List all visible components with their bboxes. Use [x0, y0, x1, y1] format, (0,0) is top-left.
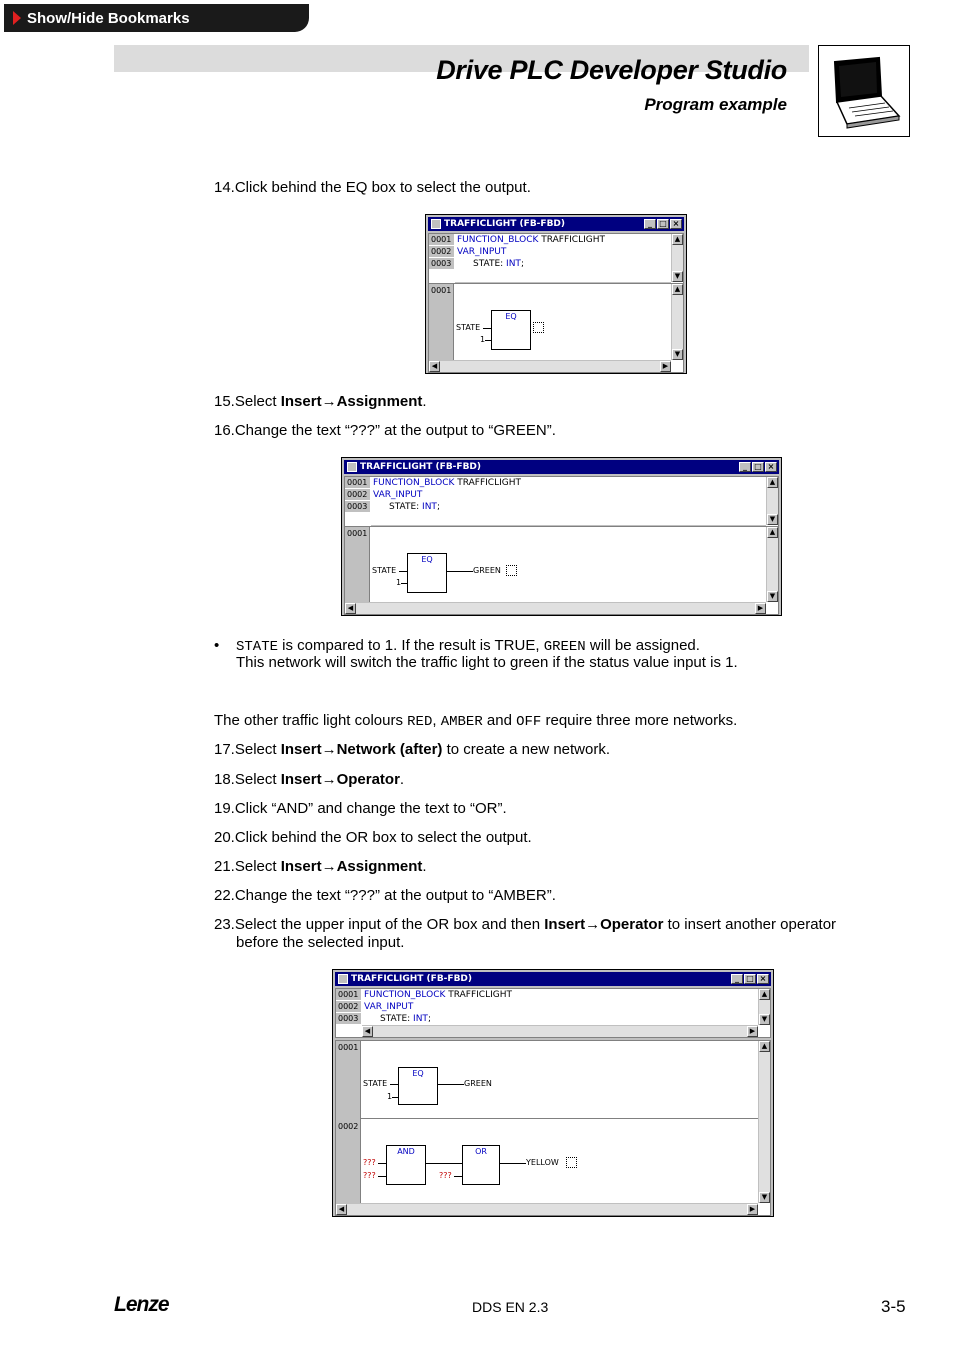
scroll-up-icon[interactable]: ▲ — [759, 989, 770, 1000]
scroll-up-icon[interactable]: ▲ — [672, 234, 683, 245]
network-number: 0001 — [338, 1043, 359, 1052]
code-keyword: VAR_INPUT — [373, 490, 423, 500]
scroll-right-icon[interactable]: ▶ — [660, 361, 671, 372]
step-22: 22.Change the text “???” at the output to “AMBER”. — [214, 887, 556, 904]
input-state[interactable]: STATE — [372, 566, 397, 575]
minimize-button[interactable]: _ — [739, 462, 751, 472]
triangle-right-icon — [13, 11, 21, 25]
fbd-window-1 — [425, 214, 687, 374]
code-keyword: VAR_INPUT — [364, 1002, 414, 1012]
maximize-button[interactable]: □ — [657, 219, 669, 229]
doc-id: DDS EN 2.3 — [472, 1299, 549, 1315]
or-box[interactable]: OR — [462, 1145, 500, 1185]
close-button[interactable]: × — [765, 462, 777, 472]
eq-box[interactable]: EQ — [407, 553, 447, 593]
minimize-button[interactable]: _ — [731, 974, 743, 984]
code-keyword: INT — [506, 259, 521, 269]
vertical-scrollbar[interactable] — [758, 989, 770, 1025]
output-green[interactable]: GREEN — [473, 566, 501, 575]
scroll-left-icon[interactable]: ◀ — [345, 603, 356, 614]
input-one[interactable]: 1 — [387, 1092, 393, 1101]
lenze-logo: Lenze — [114, 1293, 169, 1316]
vertical-scrollbar[interactable] — [671, 284, 683, 360]
scroll-down-icon[interactable]: ▼ — [759, 1192, 770, 1203]
code-text: TRAFFICLIGHT — [454, 478, 521, 488]
code-text: TRAFFICLIGHT — [538, 235, 605, 245]
input-one[interactable]: 1 — [480, 335, 486, 344]
scroll-down-icon[interactable]: ▼ — [767, 514, 778, 525]
code-keyword: FUNCTION_BLOCK — [373, 478, 455, 488]
line-number: 0003 — [336, 1013, 361, 1025]
window-title: TRAFFICLIGHT (FB-FBD) — [351, 974, 473, 984]
code-keyword: FUNCTION_BLOCK — [364, 990, 446, 1000]
scroll-left-icon[interactable]: ◀ — [429, 361, 440, 372]
scroll-up-icon[interactable]: ▲ — [672, 284, 683, 295]
step-14: 14.Click behind the EQ box to select the output. — [214, 179, 531, 196]
show-hide-bookmarks-button[interactable] — [4, 4, 309, 32]
line-number: 0002 — [336, 1001, 361, 1013]
network-number: 0001 — [347, 529, 368, 538]
line-number: 0001 — [345, 477, 370, 489]
maximize-button[interactable]: □ — [752, 462, 764, 472]
scroll-right-icon[interactable]: ▶ — [755, 603, 766, 614]
window-title: TRAFFICLIGHT (FB-FBD) — [360, 462, 482, 472]
page-title: Drive PLC Developer Studio — [436, 55, 787, 85]
bookmarks-label: Show/Hide Bookmarks — [27, 9, 190, 27]
paragraph-colours: The other traffic light colours RED, AMBER and OFF require three more networks. — [214, 712, 738, 730]
step-21: 21.Select Insert→Assignment. — [214, 858, 427, 875]
window-title-bar[interactable] — [335, 972, 771, 986]
laptop-icon — [818, 45, 910, 137]
horizontal-scrollbar[interactable] — [336, 1203, 758, 1215]
window-title-bar[interactable] — [344, 460, 779, 474]
page-number: 3-5 — [881, 1297, 906, 1316]
line-number: 0001 — [429, 234, 454, 246]
input-placeholder[interactable]: ??? — [363, 1158, 376, 1167]
input-placeholder[interactable]: ??? — [439, 1171, 452, 1180]
app-icon — [347, 462, 357, 472]
bullet-line-2: This network will switch the traffic light to green if the status value input is 1. — [236, 654, 738, 671]
scroll-left-icon[interactable]: ◀ — [336, 1204, 347, 1215]
and-box[interactable]: AND — [386, 1145, 426, 1185]
vertical-scrollbar[interactable] — [766, 527, 778, 602]
scroll-down-icon[interactable]: ▼ — [759, 1014, 770, 1025]
window-title-bar[interactable] — [428, 217, 684, 231]
code-text: ; — [436, 502, 440, 512]
step-19: 19.Click “AND” and change the text to “OR”. — [214, 800, 507, 817]
scroll-up-icon[interactable]: ▲ — [767, 527, 778, 538]
scroll-down-icon[interactable]: ▼ — [672, 271, 683, 282]
code-keyword: INT — [413, 1014, 428, 1024]
page-subtitle: Program example — [644, 95, 787, 114]
code-text: TRAFFICLIGHT — [445, 990, 512, 1000]
line-number: 0003 — [345, 501, 370, 513]
code-text: STATE: — [473, 259, 507, 269]
step-15: 15.Select Insert→Assignment. — [214, 393, 427, 410]
code-text: ; — [427, 1014, 431, 1024]
scroll-right-icon[interactable]: ▶ — [747, 1026, 758, 1037]
output-green[interactable]: GREEN — [464, 1079, 492, 1088]
code-keyword: INT — [422, 502, 437, 512]
declaration-pane[interactable] — [335, 988, 771, 1038]
output-placeholder[interactable] — [566, 1157, 577, 1168]
scroll-up-icon[interactable]: ▲ — [759, 1041, 770, 1052]
eq-box[interactable]: EQ — [491, 310, 531, 350]
horizontal-scrollbar[interactable] — [362, 1025, 758, 1037]
line-number: 0001 — [336, 989, 361, 1001]
maximize-button[interactable]: □ — [744, 974, 756, 984]
fbd-window-2 — [341, 457, 782, 616]
vertical-scrollbar[interactable] — [671, 234, 683, 282]
window-title: TRAFFICLIGHT (FB-FBD) — [444, 219, 566, 229]
app-icon — [338, 974, 348, 984]
vertical-scrollbar[interactable] — [758, 1041, 770, 1203]
fbd-pane[interactable] — [344, 526, 779, 615]
code-keyword: FUNCTION_BLOCK — [457, 235, 539, 245]
input-placeholder[interactable]: ??? — [363, 1171, 376, 1180]
code-text: STATE: — [380, 1014, 414, 1024]
fbd-window-3 — [332, 969, 774, 1217]
code-text: STATE: — [389, 502, 423, 512]
scroll-down-icon[interactable]: ▼ — [767, 591, 778, 602]
eq-box[interactable]: EQ — [398, 1067, 438, 1105]
bullet-dot: • — [214, 637, 220, 654]
line-number: 0003 — [429, 258, 454, 270]
step-17: 17.Select Insert→Network (after) to create a new network. — [214, 741, 611, 758]
minimize-button[interactable]: _ — [644, 219, 656, 229]
line-number: 0002 — [429, 246, 454, 258]
output-placeholder[interactable] — [506, 565, 517, 576]
horizontal-scrollbar[interactable] — [429, 360, 671, 372]
horizontal-scrollbar[interactable] — [345, 602, 766, 614]
fbd-pane[interactable] — [335, 1040, 771, 1216]
input-state[interactable]: STATE — [363, 1079, 388, 1088]
step-23: 23.Select the upper input of the OR box and then Insert→Operator to insert another operator — [214, 916, 837, 933]
close-button[interactable]: × — [757, 974, 769, 984]
network-number: 0001 — [431, 286, 452, 295]
step-16: 16.Change the text “???” at the output to “GREEN”. — [214, 422, 556, 439]
scroll-right-icon[interactable]: ▶ — [747, 1204, 758, 1215]
step-23-cont: before the selected input. — [236, 934, 405, 951]
fbd-pane[interactable] — [428, 283, 684, 373]
code-keyword: VAR_INPUT — [457, 247, 507, 257]
input-one[interactable]: 1 — [396, 578, 402, 587]
bullet-line-1: STATE is compared to 1. If the result is TRUE, GREEN will be assigned. — [236, 637, 700, 655]
scroll-down-icon[interactable]: ▼ — [672, 349, 683, 360]
app-icon — [431, 219, 441, 229]
output-yellow[interactable]: YELLOW — [526, 1158, 559, 1167]
network-number: 0002 — [338, 1122, 359, 1131]
scroll-left-icon[interactable]: ◀ — [362, 1026, 373, 1037]
scroll-up-icon[interactable]: ▲ — [767, 477, 778, 488]
code-text: ; — [520, 259, 524, 269]
vertical-scrollbar[interactable] — [766, 477, 778, 525]
output-placeholder[interactable] — [533, 322, 544, 333]
step-20: 20.Click behind the OR box to select the output. — [214, 829, 532, 846]
close-button[interactable]: × — [670, 219, 682, 229]
line-number: 0002 — [345, 489, 370, 501]
step-18: 18.Select Insert→Operator. — [214, 771, 405, 788]
input-state[interactable]: STATE — [456, 323, 481, 332]
